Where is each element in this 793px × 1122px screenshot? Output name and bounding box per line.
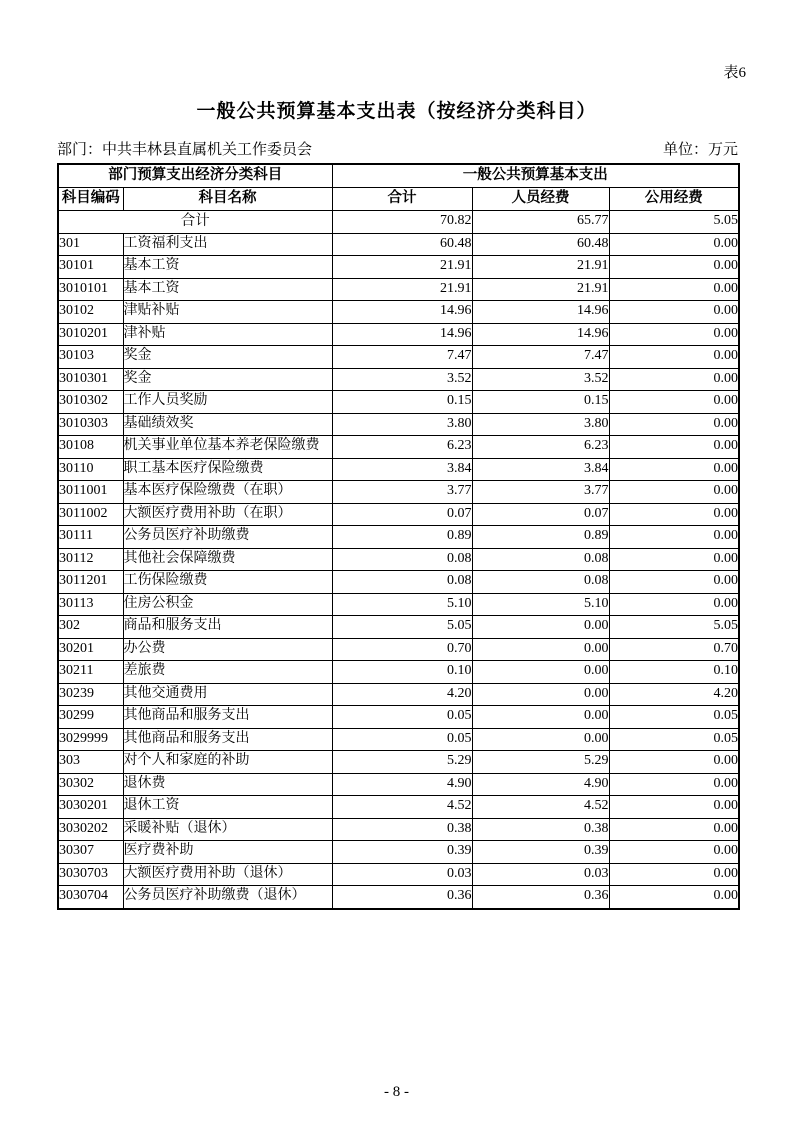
cell-subject-code: 3011201	[58, 571, 123, 594]
total-row-total: 70.82	[332, 211, 472, 234]
cell-total: 0.08	[332, 548, 472, 571]
cell-subject-code: 30102	[58, 301, 123, 324]
cell-total: 60.48	[332, 233, 472, 256]
cell-subject-name: 公务员医疗补助缴费（退休）	[123, 886, 332, 909]
column-header-name: 科目名称	[123, 188, 332, 211]
table-row	[58, 233, 739, 256]
cell-subject-code: 30299	[58, 706, 123, 729]
cell-subject-code: 3029999	[58, 728, 123, 751]
cell-subject-name: 工资福利支出	[123, 233, 332, 256]
cell-total: 0.05	[332, 728, 472, 751]
cell-subject-name: 工伤保险缴费	[123, 571, 332, 594]
table-row	[58, 683, 739, 706]
cell-personnel: 5.29	[472, 751, 609, 774]
cell-personnel: 0.00	[472, 638, 609, 661]
table-row	[58, 661, 739, 684]
cell-total: 0.39	[332, 841, 472, 864]
cell-public: 0.00	[609, 841, 739, 864]
total-row-label: 合计	[58, 211, 332, 234]
table-row	[58, 751, 739, 774]
cell-subject-code: 30110	[58, 458, 123, 481]
table-row	[58, 278, 739, 301]
cell-personnel: 14.96	[472, 301, 609, 324]
table-row	[58, 481, 739, 504]
cell-subject-code: 301	[58, 233, 123, 256]
total-row-public: 5.05	[609, 211, 739, 234]
cell-subject-name: 工作人员奖励	[123, 391, 332, 414]
cell-personnel: 0.03	[472, 863, 609, 886]
table-row	[58, 593, 739, 616]
cell-personnel: 4.52	[472, 796, 609, 819]
table-row	[58, 571, 739, 594]
cell-total: 0.36	[332, 886, 472, 909]
cell-subject-code: 3010101	[58, 278, 123, 301]
cell-personnel: 0.36	[472, 886, 609, 909]
cell-subject-code: 30211	[58, 661, 123, 684]
cell-total: 4.52	[332, 796, 472, 819]
cell-total: 4.20	[332, 683, 472, 706]
table-row	[58, 346, 739, 369]
table-row	[58, 368, 739, 391]
cell-subject-name: 基本工资	[123, 256, 332, 279]
cell-personnel: 21.91	[472, 256, 609, 279]
unit-line: 单位：万元	[662, 142, 738, 158]
table-tag: 表6	[723, 65, 746, 81]
cell-subject-code: 3030703	[58, 863, 123, 886]
cell-subject-code: 3030201	[58, 796, 123, 819]
cell-subject-name: 住房公积金	[123, 593, 332, 616]
cell-personnel: 0.39	[472, 841, 609, 864]
column-header-public: 公用经费	[609, 188, 739, 211]
cell-total: 3.77	[332, 481, 472, 504]
cell-public: 0.00	[609, 278, 739, 301]
cell-public: 0.00	[609, 436, 739, 459]
cell-subject-code: 30101	[58, 256, 123, 279]
cell-total: 3.80	[332, 413, 472, 436]
cell-subject-name: 办公费	[123, 638, 332, 661]
cell-total: 0.08	[332, 571, 472, 594]
cell-total: 0.10	[332, 661, 472, 684]
cell-public: 0.00	[609, 818, 739, 841]
cell-subject-code: 3030202	[58, 818, 123, 841]
cell-total: 0.89	[332, 526, 472, 549]
cell-total: 3.52	[332, 368, 472, 391]
table-row	[58, 616, 739, 639]
cell-personnel: 0.08	[472, 571, 609, 594]
cell-personnel: 6.23	[472, 436, 609, 459]
cell-personnel: 0.38	[472, 818, 609, 841]
cell-subject-code: 3011001	[58, 481, 123, 504]
cell-public: 0.00	[609, 323, 739, 346]
cell-personnel: 3.77	[472, 481, 609, 504]
cell-total: 5.10	[332, 593, 472, 616]
cell-public: 0.00	[609, 548, 739, 571]
table-row	[58, 706, 739, 729]
cell-subject-name: 其他社会保障缴费	[123, 548, 332, 571]
table-row	[58, 796, 739, 819]
cell-personnel: 3.84	[472, 458, 609, 481]
cell-subject-name: 采暖补贴（退休）	[123, 818, 332, 841]
table-row	[58, 323, 739, 346]
cell-subject-code: 3011002	[58, 503, 123, 526]
cell-subject-name: 津补贴	[123, 323, 332, 346]
table-row	[58, 548, 739, 571]
table-body	[58, 211, 739, 909]
table-row	[58, 391, 739, 414]
cell-total: 5.05	[332, 616, 472, 639]
cell-total: 0.05	[332, 706, 472, 729]
table-row	[58, 256, 739, 279]
cell-personnel: 4.90	[472, 773, 609, 796]
cell-public: 0.70	[609, 638, 739, 661]
cell-public: 0.00	[609, 886, 739, 909]
cell-total: 4.90	[332, 773, 472, 796]
cell-personnel: 0.07	[472, 503, 609, 526]
cell-subject-code: 30307	[58, 841, 123, 864]
column-header-code: 科目编码	[58, 188, 123, 211]
table-row	[58, 773, 739, 796]
cell-public: 0.10	[609, 661, 739, 684]
cell-public: 0.00	[609, 503, 739, 526]
cell-total: 0.38	[332, 818, 472, 841]
table-row	[58, 526, 739, 549]
cell-subject-code: 30108	[58, 436, 123, 459]
cell-subject-name: 奖金	[123, 346, 332, 369]
cell-subject-name: 大额医疗费用补助（在职）	[123, 503, 332, 526]
cell-public: 0.00	[609, 863, 739, 886]
cell-subject-name: 基础绩效奖	[123, 413, 332, 436]
cell-personnel: 0.00	[472, 683, 609, 706]
cell-total: 0.03	[332, 863, 472, 886]
cell-subject-code: 3010201	[58, 323, 123, 346]
cell-personnel: 3.52	[472, 368, 609, 391]
cell-public: 0.00	[609, 413, 739, 436]
cell-public: 0.00	[609, 301, 739, 324]
cell-public: 0.00	[609, 391, 739, 414]
cell-personnel: 0.00	[472, 728, 609, 751]
cell-subject-code: 303	[58, 751, 123, 774]
cell-public: 5.05	[609, 616, 739, 639]
cell-public: 0.00	[609, 773, 739, 796]
table-row	[58, 503, 739, 526]
cell-subject-name: 其他商品和服务支出	[123, 706, 332, 729]
table-row	[58, 863, 739, 886]
page-number: - 8 -	[384, 1084, 409, 1100]
total-row-personnel: 65.77	[472, 211, 609, 234]
cell-subject-code: 30103	[58, 346, 123, 369]
table-row	[58, 413, 739, 436]
column-header-total: 合计	[332, 188, 472, 211]
cell-public: 0.00	[609, 346, 739, 369]
page-title: 一般公共预算基本支出表（按经济分类科目）	[196, 101, 597, 122]
cell-subject-code: 30112	[58, 548, 123, 571]
cell-subject-name: 差旅费	[123, 661, 332, 684]
total-row	[58, 211, 739, 234]
cell-personnel: 0.00	[472, 616, 609, 639]
cell-personnel: 0.00	[472, 706, 609, 729]
cell-total: 7.47	[332, 346, 472, 369]
cell-subject-code: 3010301	[58, 368, 123, 391]
meta-row	[57, 138, 738, 159]
cell-public: 0.05	[609, 706, 739, 729]
cell-total: 5.29	[332, 751, 472, 774]
header-group-right: 一般公共预算基本支出	[332, 164, 739, 188]
cell-subject-name: 公务员医疗补助缴费	[123, 526, 332, 549]
cell-total: 0.70	[332, 638, 472, 661]
table-row	[58, 301, 739, 324]
table-row	[58, 886, 739, 909]
cell-public: 0.00	[609, 571, 739, 594]
cell-total: 0.15	[332, 391, 472, 414]
cell-subject-name: 机关事业单位基本养老保险缴费	[123, 436, 332, 459]
cell-subject-name: 基本医疗保险缴费（在职）	[123, 481, 332, 504]
cell-public: 0.05	[609, 728, 739, 751]
cell-total: 6.23	[332, 436, 472, 459]
budget-table	[57, 163, 740, 910]
cell-subject-code: 30201	[58, 638, 123, 661]
cell-subject-name: 奖金	[123, 368, 332, 391]
cell-personnel: 0.15	[472, 391, 609, 414]
cell-personnel: 21.91	[472, 278, 609, 301]
cell-personnel: 0.08	[472, 548, 609, 571]
cell-subject-name: 医疗费补助	[123, 841, 332, 864]
cell-total: 3.84	[332, 458, 472, 481]
cell-subject-name: 职工基本医疗保险缴费	[123, 458, 332, 481]
cell-public: 0.00	[609, 796, 739, 819]
cell-public: 0.00	[609, 256, 739, 279]
cell-public: 0.00	[609, 526, 739, 549]
header-group-left: 部门预算支出经济分类科目	[58, 164, 332, 188]
cell-subject-name: 退休工资	[123, 796, 332, 819]
cell-total: 21.91	[332, 278, 472, 301]
cell-public: 0.00	[609, 458, 739, 481]
cell-total: 14.96	[332, 301, 472, 324]
cell-personnel: 7.47	[472, 346, 609, 369]
cell-personnel: 14.96	[472, 323, 609, 346]
cell-subject-code: 30239	[58, 683, 123, 706]
cell-subject-name: 商品和服务支出	[123, 616, 332, 639]
cell-personnel: 0.89	[472, 526, 609, 549]
cell-public: 4.20	[609, 683, 739, 706]
cell-subject-code: 30113	[58, 593, 123, 616]
cell-subject-code: 3010302	[58, 391, 123, 414]
cell-public: 0.00	[609, 368, 739, 391]
cell-subject-name: 大额医疗费用补助（退休）	[123, 863, 332, 886]
cell-total: 0.07	[332, 503, 472, 526]
cell-subject-name: 其他商品和服务支出	[123, 728, 332, 751]
cell-personnel: 3.80	[472, 413, 609, 436]
cell-personnel: 60.48	[472, 233, 609, 256]
cell-subject-name: 退休费	[123, 773, 332, 796]
cell-public: 0.00	[609, 593, 739, 616]
cell-subject-name: 其他交通费用	[123, 683, 332, 706]
header-columns-row	[58, 188, 739, 211]
cell-subject-code: 30111	[58, 526, 123, 549]
cell-personnel: 5.10	[472, 593, 609, 616]
cell-subject-name: 基本工资	[123, 278, 332, 301]
table-row	[58, 728, 739, 751]
cell-subject-code: 3010303	[58, 413, 123, 436]
cell-subject-code: 302	[58, 616, 123, 639]
cell-total: 14.96	[332, 323, 472, 346]
table-row	[58, 436, 739, 459]
column-header-personnel: 人员经费	[472, 188, 609, 211]
cell-public: 0.00	[609, 751, 739, 774]
cell-subject-name: 津贴补贴	[123, 301, 332, 324]
cell-total: 21.91	[332, 256, 472, 279]
cell-subject-code: 30302	[58, 773, 123, 796]
table-row	[58, 638, 739, 661]
cell-public: 0.00	[609, 233, 739, 256]
department-line: 部门：中共丰林县直属机关工作委员会	[57, 142, 313, 158]
table-row	[58, 818, 739, 841]
cell-subject-code: 3030704	[58, 886, 123, 909]
table-row	[58, 458, 739, 481]
cell-subject-name: 对个人和家庭的补助	[123, 751, 332, 774]
cell-public: 0.00	[609, 481, 739, 504]
table-row	[58, 841, 739, 864]
cell-personnel: 0.00	[472, 661, 609, 684]
header-group-row	[58, 164, 739, 188]
